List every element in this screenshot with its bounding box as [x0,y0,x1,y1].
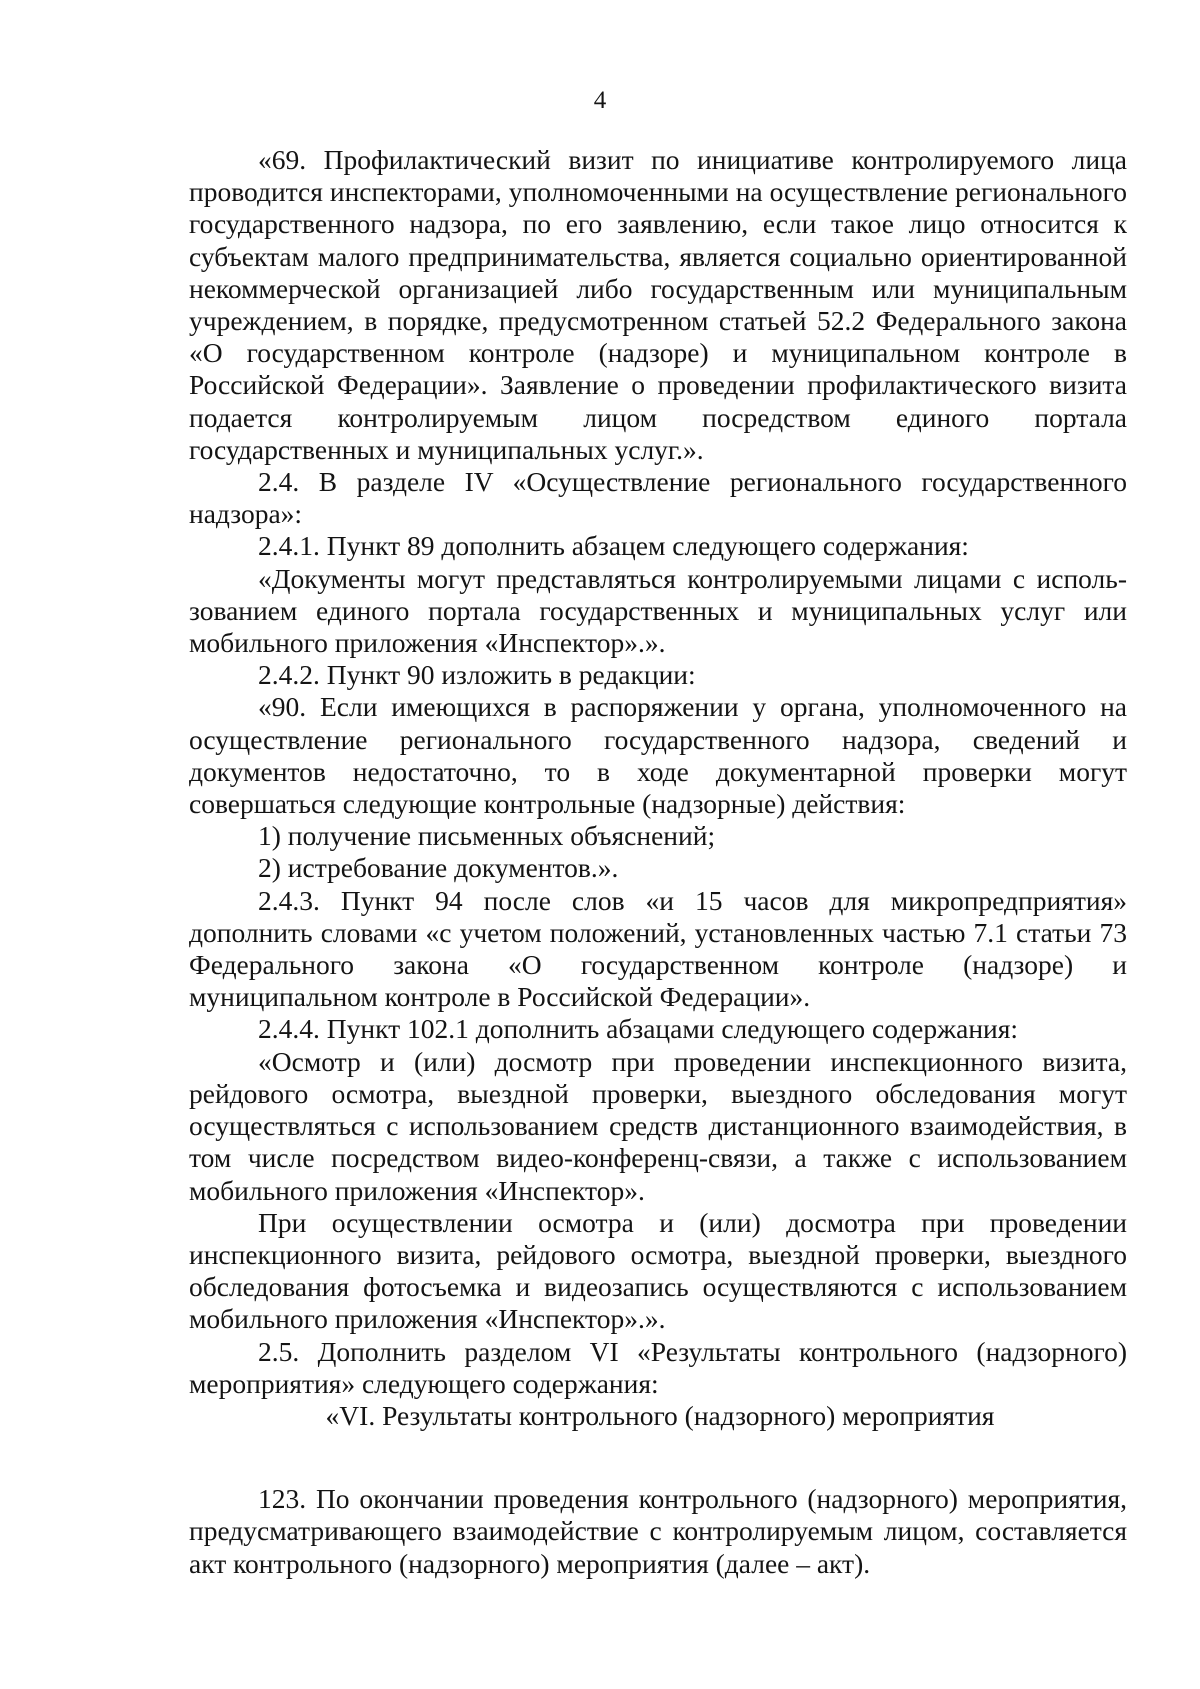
paragraph-2-4-1: 2.4.1. Пункт 89 дополнить абзацем следующего содержания: [258,530,969,562]
paragraph-inspection: «Осмотр и (или) досмотр при проведении инспекционного визита, рейдового осмотра, выездной проверки, выездного обследования могут осуществляться с использованием средств дистанционного взаимодействия, в том числе посредством видео-конференц-связи, а также с использованием мобильного приложения «Инспектор». [189,1045,1127,1206]
paragraph-2-4-4: 2.4.4. Пункт 102.1 дополнить абзацами следующего содержания: [258,1013,1019,1045]
section-heading: «VI. Результаты контрольного (надзорного) мероприятия [325,1399,995,1431]
paragraph-2-5: 2.5. Дополнить разделом VI «Результаты контрольного (надзорного) мероприятия» следующего содержания: [189,1335,1127,1399]
paragraph-2-4-3: 2.4.3. Пункт 94 после слов «и 15 часов для микропредприятия» дополнить словами «с учетом положений, установленных частью 7.1 статьи 73 Федерального закона «О государственном контроле (надзоре) и муниципальном контроле в Российской Федерации». [189,884,1127,1013]
paragraph-documents: «Документы могут представляться контролируемыми лицами с использованием единого портала государственных и муниципальных услуг или мобильного приложения «Инспектор».». [189,562,1127,659]
paragraph-123: 123. По окончании проведения контрольного (надзорного) мероприятия, предусматривающего взаимодействие с контролируемым лицом, составляется акт контрольного (надзорного) мероприятия (далее – акт). [189,1483,1127,1579]
section-gap [189,1432,1127,1483]
page-number: 4 [593,87,607,114]
list-item-2: 2) истребование документов.». [258,852,619,884]
list-item-1: 1) получение письменных объяснений; [258,820,716,852]
paragraph-69: «69. Профилактический визит по инициативе контролируемого лица проводится инспекторами, уполномоченными на осуществление регионального государственного надзора, по его заявлению, если такое лицо относится к субъектам малого предпринимательства, является социально ориентированной некоммерческой организацией либо государственным или муниципальным учреждением, в порядке, предусмотренном статьей 52.2 Федерального закона «О государственном контроле (надзоре) и муниципальном контроле в Российской Федерации». Заявление о проведении профилактического визита подается контролируемым лицом посредством единого портала государственных и муниципальных услуг.». [189,144,1127,465]
paragraph-90: «90. Если имеющихся в распоряжении у органа, уполномоченного на осуществление регионального государственного надзора, сведений и документов недостаточно, то в ходе документарной проверки могут совершаться следующие контрольные (надзорные) действия: [189,691,1127,820]
paragraph-photo-video: При осуществлении осмотра и (или) досмотра при проведении инспекционного визита, рейдового осмотра, выездной проверки, выездного обследования фотосъемка и видеозапись осуществляются с использованием мобильного приложения «Инспектор».». [189,1206,1127,1335]
paragraph-2-4: 2.4. В разделе IV «Осуществление регионального государственного надзора»: [189,466,1127,530]
document-body [189,144,1127,1580]
paragraph-2-4-2: 2.4.2. Пункт 90 изложить в редакции: [258,659,696,691]
